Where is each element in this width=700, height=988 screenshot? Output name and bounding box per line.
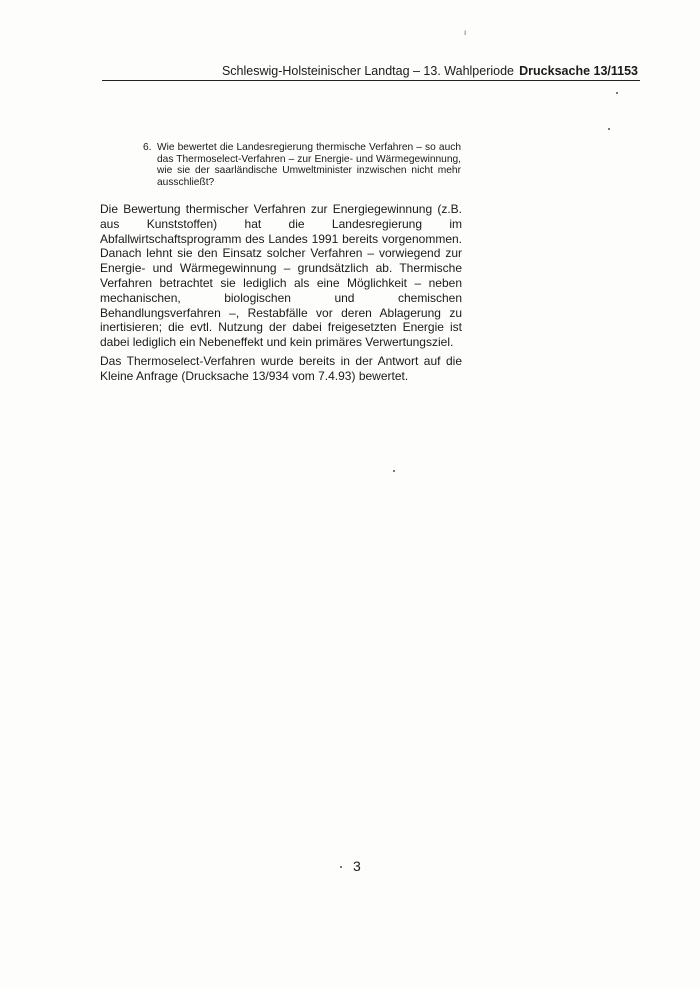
answer-block: [100, 202, 462, 388]
answer-paragraph: Die Bewertung thermischer Verfahren zur Energiegewinnung (z.B. aus Kunststoffen) hat die Landesregierung im Abfallwirtschaftsprogramm des Landes 1991 bereits vorgenommen. Danach lehnt sie den Einsatz solcher Verfahren – vorwiegend zur Energie- und Wärmegewinnung – grundsätzlich ab. Thermische Verfahren betrachtet sie lediglich als eine Möglichkeit – neben mechanischen, biologischen und chemischen Behandlungsverfahren –, Restabfälle vor deren Ablagerung zu inertisieren; die evtl. Nutzung der dabei freigesetzten Energie ist dabei lediglich ein Nebeneffekt und kein primäres Verwertungsziel.: [100, 202, 462, 350]
question-text: Wie bewertet die Landesregierung thermische Verfahren – so auch das Thermoselect-Verfahren – zur Energie- und Wärmegewinnung, wie sie der saarländische Umweltminister inzwischen nicht mehr ausschließt?: [157, 142, 461, 188]
scan-speck: [393, 470, 395, 472]
document-number: Drucksache 13/1153: [519, 64, 638, 78]
page-number: 3: [353, 858, 361, 874]
scan-speck: [340, 866, 342, 868]
header-title: Schleswig-Holsteinischer Landtag – 13. Wahlperiode: [221, 64, 514, 78]
scan-mark: ı: [464, 28, 467, 37]
question-number: 6.: [143, 142, 152, 153]
answer-paragraph: Das Thermoselect-Verfahren wurde bereits in der Antwort auf die Kleine Anfrage (Drucksache 13/934 vom 7.4.93) bewertet.: [100, 353, 462, 383]
scan-speck: [616, 92, 618, 94]
page-header: [102, 60, 640, 81]
scan-speck: [608, 128, 610, 130]
question-block: [143, 142, 461, 188]
